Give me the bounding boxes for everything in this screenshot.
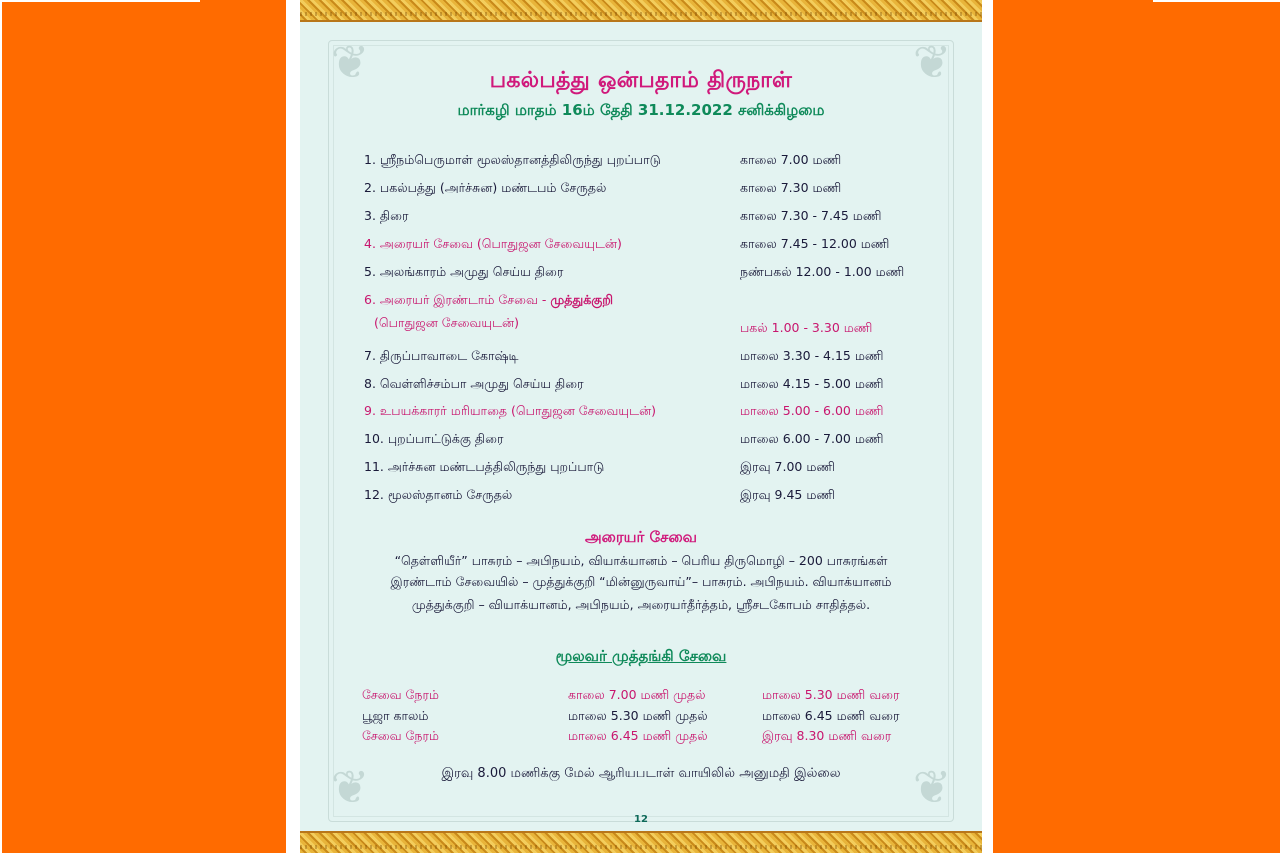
- timing-label: சேவை நேரம்: [362, 728, 439, 743]
- item-number: 3.: [364, 208, 376, 223]
- corner-flourish-icon: ❦: [912, 35, 952, 89]
- schedule-row: [364, 180, 924, 202]
- item-time: காலை 7.30 - 7.45 மணி: [740, 208, 882, 223]
- timing-from: காலை 7.00 மணி முதல்: [568, 687, 706, 702]
- item-label: புறப்பாட்டுக்கு திரை: [387, 431, 504, 446]
- item-time: காலை 7.30 மணி: [740, 180, 842, 195]
- timing-to: இரவு 8.30 மணி வரை: [762, 728, 892, 743]
- timing-from: மாலை 6.45 மணி முதல்: [568, 728, 708, 743]
- item-number: 8.: [364, 376, 376, 391]
- item-number: 6.: [364, 292, 376, 307]
- item-label: அர்ச்சுன மண்டபத்திலிருந்து புறப்பாடு: [387, 459, 605, 474]
- item-label-line2: (பொதுஜன சேவையுடன்): [374, 315, 520, 330]
- item-label: உபயக்காரர் மரியாதை (பொதுஜன சேவையுடன்): [379, 403, 657, 418]
- item-label: ஸ்ரீநம்பெருமாள் மூலஸ்தானத்திலிருந்து புறப்பாடு: [379, 152, 661, 167]
- timing-row: [362, 687, 922, 707]
- schedule-row: [364, 208, 924, 230]
- araiyar-description-line: “தெள்ளியீர்” பாசுரம் – அபிநயம், வியாக்யானம் – பெரிய திருமொழி – 200 பாசுரங்கள்: [394, 553, 888, 568]
- schedule-row: [364, 264, 924, 286]
- gold-border-top: [300, 0, 982, 22]
- top-white-strip: [1153, 0, 1280, 2]
- item-label: அரையர் இரண்டாம் சேவை -: [379, 292, 551, 307]
- araiyar-description-line: முத்துக்குறி – வியாக்யானம், அபிநயம், அரையர்தீர்த்தம், ஸ்ரீசடகோபம் சாதித்தல்.: [411, 597, 871, 612]
- schedule-row-highlighted: [364, 236, 924, 258]
- item-time: பகல் 1.00 - 3.30 மணி: [740, 320, 873, 335]
- item-label: அலங்காரம் அமுது செய்ய திரை: [379, 264, 564, 279]
- left-orange-panel: [2, 0, 286, 853]
- item-number: 10.: [364, 431, 384, 446]
- schedule-row: [364, 376, 924, 398]
- corner-flourish-icon: ❦: [912, 760, 952, 814]
- top-white-strip: [2, 0, 200, 2]
- item-number: 7.: [364, 348, 376, 363]
- item-time: நண்பகல் 12.00 - 1.00 மணி: [740, 264, 905, 279]
- schedule-row: [364, 152, 924, 174]
- timing-to: மாலை 5.30 மணி வரை: [762, 687, 900, 702]
- timing-label: சேவை நேரம்: [362, 687, 439, 702]
- schedule-row: [364, 487, 924, 509]
- item-time: மாலை 5.00 - 6.00 மணி: [740, 403, 884, 418]
- page-subtitle-date: மார்கழி மாதம் 16ம் தேதி 31.12.2022 சனிக்கிழமை: [457, 101, 825, 119]
- item-time: மாலை 4.15 - 5.00 மணி: [740, 376, 884, 391]
- timing-from: மாலை 5.30 மணி முதல்: [568, 708, 708, 723]
- corner-flourish-icon: ❦: [330, 760, 370, 814]
- item-label: மூலஸ்தானம் சேருதல்: [387, 487, 513, 502]
- item-number: 1.: [364, 152, 376, 167]
- araiyar-description-line: இரண்டாம் சேவையில் – முத்துக்குறி “மின்னுருவாய்”– பாசுரம். அபிநயம். வியாக்யானம்: [390, 574, 892, 589]
- timing-row: [362, 708, 922, 728]
- item-time: இரவு 7.00 மணி: [740, 459, 836, 474]
- page-title: பகல்பத்து ஒன்பதாம் திருநாள்: [489, 68, 793, 93]
- item-time: மாலை 6.00 - 7.00 மணி: [740, 431, 884, 446]
- corner-flourish-icon: ❦: [330, 35, 370, 89]
- item-time: காலை 7.45 - 12.00 மணி: [740, 236, 890, 251]
- item-label-emphasis: முத்துக்குறி: [550, 292, 614, 307]
- schedule-row: [364, 459, 924, 481]
- item-label: திருப்பாவாடை கோஷ்டி: [379, 348, 519, 363]
- moolavar-sevai-heading: மூலவர் முத்தங்கி சேவை: [555, 647, 727, 665]
- item-label: பகல்பத்து (அர்ச்சுன) மண்டபம் சேருதல்: [379, 180, 607, 195]
- timing-label: பூஜா காலம்: [362, 708, 429, 723]
- entry-notice: இரவு 8.00 மணிக்கு மேல் ஆரியபடாள் வாயிலில் அனுமதி இல்லை: [441, 766, 841, 781]
- right-orange-panel: [993, 0, 1280, 853]
- schedule-page: [300, 0, 982, 853]
- item-number: 12.: [364, 487, 384, 502]
- item-label: திரை: [379, 208, 409, 223]
- schedule-row: [364, 431, 924, 453]
- schedule-row-highlighted: [364, 292, 924, 340]
- page-number: 12: [634, 814, 648, 825]
- schedule-row: [364, 348, 924, 370]
- timing-to: மாலை 6.45 மணி வரை: [762, 708, 900, 723]
- item-number: 9.: [364, 403, 376, 418]
- item-time: காலை 7.00 மணி: [740, 152, 842, 167]
- schedule-row-highlighted: [364, 403, 924, 425]
- araiyar-sevai-heading: அரையர் சேவை: [584, 528, 698, 546]
- item-number: 4.: [364, 236, 376, 251]
- item-label: அரையர் சேவை (பொதுஜன சேவையுடன்): [379, 236, 622, 251]
- timing-row: [362, 728, 922, 748]
- item-time: இரவு 9.45 மணி: [740, 487, 836, 502]
- item-number: 11.: [364, 459, 384, 474]
- item-label: வெள்ளிச்சம்பா அமுது செய்ய திரை: [379, 376, 584, 391]
- item-number: 5.: [364, 264, 376, 279]
- gold-border-bottom: [300, 831, 982, 853]
- item-time: மாலை 3.30 - 4.15 மணி: [740, 348, 884, 363]
- item-number: 2.: [364, 180, 376, 195]
